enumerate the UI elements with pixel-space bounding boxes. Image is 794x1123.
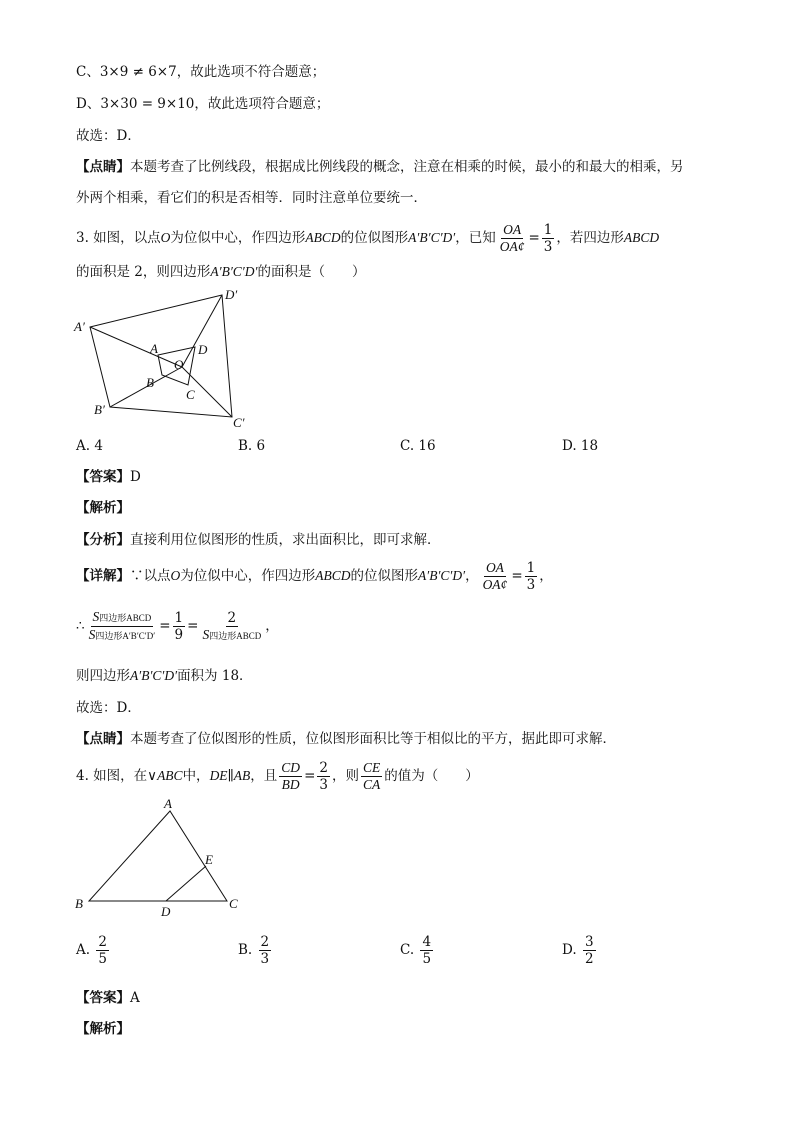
q4-r-den: 3 (319, 777, 328, 793)
q4-f1-num: CD (281, 760, 301, 775)
q4-abc: ABC (157, 768, 183, 783)
q4-frac1 (279, 760, 302, 793)
q3-detail-ratio (525, 560, 538, 593)
q4-mid2: ，且 (250, 768, 278, 784)
q4-analysis-label: 【解析】 (76, 1021, 130, 1037)
q4-f2-den: CA (362, 777, 381, 792)
q3-stem-line1 (76, 222, 659, 255)
q3-label-d: D (198, 342, 208, 357)
q4-de-ab: DE∥AB (209, 768, 251, 783)
q3-label-c: C (186, 387, 195, 402)
q4-label-a: A (164, 796, 172, 811)
q4-opt-a-frac (96, 934, 109, 967)
q3-ninth-num: 1 (174, 610, 184, 626)
q3-s-num-sub: 四边形ABCD (99, 613, 152, 623)
q3-prefix: 3. 如图，以点 (76, 230, 161, 246)
q3-note (76, 729, 616, 749)
q3-area-line (76, 666, 253, 686)
q3-area-frac (87, 609, 158, 644)
q3-label-bp: B′ (94, 402, 105, 417)
q3-figure (70, 285, 260, 430)
q3-note-text: 本题考查了位似图形的性质，位似图形面积比等于相似比的平方，据此即可求解． (130, 731, 616, 747)
q3-comma: ， (265, 618, 279, 634)
q4-opt-c-num: 4 (422, 934, 432, 950)
q4-opt-d-frac (583, 934, 596, 967)
note-line-2: 外两个相乘，看它们的积是否相等．同时注意单位要统一． (76, 190, 427, 206)
q3-frac-den: OA¢ (499, 239, 525, 254)
q4-option-d (562, 930, 598, 970)
q4-opt-b-label: B. (238, 942, 253, 958)
q3-label-o: O (174, 357, 184, 372)
q3-two-num: 2 (227, 609, 237, 626)
q3-label-ap: A′ (74, 319, 85, 334)
q4-opt-d-num: 3 (584, 934, 594, 950)
q3-line-ap-o (90, 327, 182, 367)
q3-s-den-2-sub: 四边形ABCD (209, 630, 262, 641)
q3-ratio-frac (498, 222, 527, 255)
q4-label-b: B (75, 896, 83, 911)
q3-option-b: B. 6 (238, 438, 266, 454)
q3-detail-b: 为位似中心，作四边形 (180, 568, 316, 584)
q4-option-b (238, 930, 273, 970)
q3-detail-frac (481, 560, 510, 593)
q3-detail-label: 【详解】 (76, 568, 130, 584)
q3-eq: = (528, 230, 540, 246)
q3-detail-end: ， (539, 568, 553, 584)
q3-area-abcd: A′B′C′D′ (130, 668, 178, 683)
q4-eq: = (304, 768, 316, 784)
q4-stem (76, 756, 479, 796)
q3-fenxi-text: 直接利用位似图形的性质，求出面积比，即可求解． (130, 532, 441, 548)
q3-detail-d: ， (465, 568, 479, 584)
q3-fenxi (76, 530, 441, 550)
q3-area-a: 则四边形 (76, 668, 130, 684)
q4-mid3: ，则 (331, 768, 359, 784)
q3-detail-a: ∵以点 (130, 568, 171, 584)
q4-f2-num: CE (362, 760, 381, 775)
q3-stem-line2 (76, 262, 365, 282)
q3-answer (76, 467, 141, 487)
q4-prefix: 4. 如图，在∨ (76, 768, 158, 784)
q4-tail: 的值为（ ） (384, 768, 479, 784)
q3-abcd3: ABCD (623, 230, 660, 245)
q3-analysis-label: 【解析】 (76, 500, 130, 516)
q4-opt-c-frac (420, 934, 433, 967)
q4-ratio (317, 760, 330, 793)
q3-detail-frac-den: OA¢ (482, 577, 508, 592)
q3-detail-o: O (170, 568, 181, 583)
q3-label-cp: C′ (233, 415, 245, 430)
note-label: 【点睛】 (76, 159, 130, 175)
q4-opt-a-den: 5 (98, 951, 107, 967)
q4-mid: 中， (182, 768, 210, 784)
q3-note-label: 【点睛】 (76, 731, 130, 747)
q3-o: O (160, 230, 171, 245)
q4-answer (76, 988, 140, 1008)
q4-option-c (400, 930, 435, 970)
q4-label-c: C (229, 896, 238, 911)
q3-mid4: ，若四边形 (556, 230, 624, 246)
q3-answer-value: D (130, 469, 141, 485)
q3-detail (76, 556, 553, 596)
q4-line-de (166, 866, 206, 901)
q3-eq-2: = (159, 618, 171, 634)
q3-ninth-den: 9 (174, 627, 184, 643)
q3-detail-eq: = (511, 568, 523, 584)
q3-mid: 为位似中心，作四边形 (170, 230, 306, 246)
q4-opt-c-label: C. (400, 942, 415, 958)
q3-outer-quad (90, 295, 232, 417)
option-d-line: D、3×30 = 9×10，故此选项符合题意； (76, 96, 330, 112)
q3-detail-abcd2: A′B′C′D′ (418, 568, 466, 583)
q3-mid3: ，已知 (455, 230, 496, 246)
q3-detail-abcd: ABCD (315, 568, 351, 583)
q3-eq-3: = (187, 618, 199, 634)
q3-label-dp: D′ (225, 287, 238, 302)
choose-line-1: 故选：D． (76, 128, 141, 144)
note-text: 本题考查了比例线段，根据成比例线段的概念，注意在相乘的时候，最小的和最大的相乘，另 (130, 159, 684, 175)
q4-opt-a-num: 2 (98, 934, 107, 950)
option-c-line: C、3×9 ≠ 6×7，故此选项不符合题意； (76, 64, 326, 80)
q3-option-a: A. 4 (76, 438, 103, 454)
q3-answer-label: 【答案】 (76, 469, 130, 485)
q4-figure (72, 795, 252, 920)
q3-mid2: 的位似图形 (340, 230, 409, 246)
q3-r-den: 3 (543, 239, 553, 255)
q4-opt-d-den: 2 (584, 951, 594, 967)
q3-label-a: A (150, 341, 158, 356)
q4-label-e: E (205, 852, 213, 867)
q3-s-den-2: S (202, 626, 210, 642)
q3-therefore-sym: ∴ (76, 618, 85, 634)
q3-detail-frac-num: OA (485, 560, 504, 575)
q4-opt-a-label: A. (76, 942, 91, 958)
q3-value-frac (542, 222, 555, 255)
q4-option-a (76, 930, 111, 970)
q3-two-frac (200, 610, 263, 644)
q3-detail-r-den: 3 (526, 577, 536, 593)
q4-answer-label: 【答案】 (76, 990, 130, 1006)
q4-answer-value: A (130, 990, 140, 1006)
q3-line2a: 的面积是 2，则四边形 (76, 264, 211, 280)
q4-opt-c-den: 5 (422, 951, 432, 967)
q4-f1-den: BD (281, 777, 300, 792)
q3-detail-c: 的位似图形 (350, 568, 418, 584)
note-line-1 (76, 157, 684, 177)
q3-choose: 故选：D． (76, 700, 141, 716)
q3-area-b: 面积为 18． (177, 668, 253, 684)
q4-label-d: D (161, 904, 171, 919)
q4-opt-b-den: 3 (260, 951, 270, 967)
q3-abcd: ABCD (305, 230, 341, 245)
q3-r-num: 1 (543, 222, 553, 238)
q3-s-den-sub: 四边形A′B′C′D′ (95, 631, 156, 641)
q3-s-num: S (92, 609, 100, 624)
q3-option-c: C. 16 (400, 438, 436, 454)
q4-opt-b-num: 2 (260, 934, 270, 950)
q3-therefore (76, 606, 279, 646)
q3-abcd2: A′B′C′D′ (408, 230, 456, 245)
q3-s-den: S (88, 627, 96, 642)
q4-frac2 (361, 760, 382, 793)
q3-fenxi-label: 【分析】 (76, 532, 130, 548)
q3-label-b: B (146, 375, 154, 390)
q4-r-num: 2 (319, 760, 328, 776)
q4-opt-b-frac (259, 934, 272, 967)
q4-opt-d-label: D. (562, 942, 577, 958)
q3-option-d: D. 18 (562, 438, 599, 454)
q3-line2b: 的面积是（ ） (257, 264, 366, 280)
q3-detail-r-num: 1 (526, 560, 536, 576)
q3-ninth-frac (173, 610, 186, 643)
q3-abcd4: A′B′C′D′ (210, 264, 258, 279)
q3-frac-num: OA (503, 222, 522, 237)
